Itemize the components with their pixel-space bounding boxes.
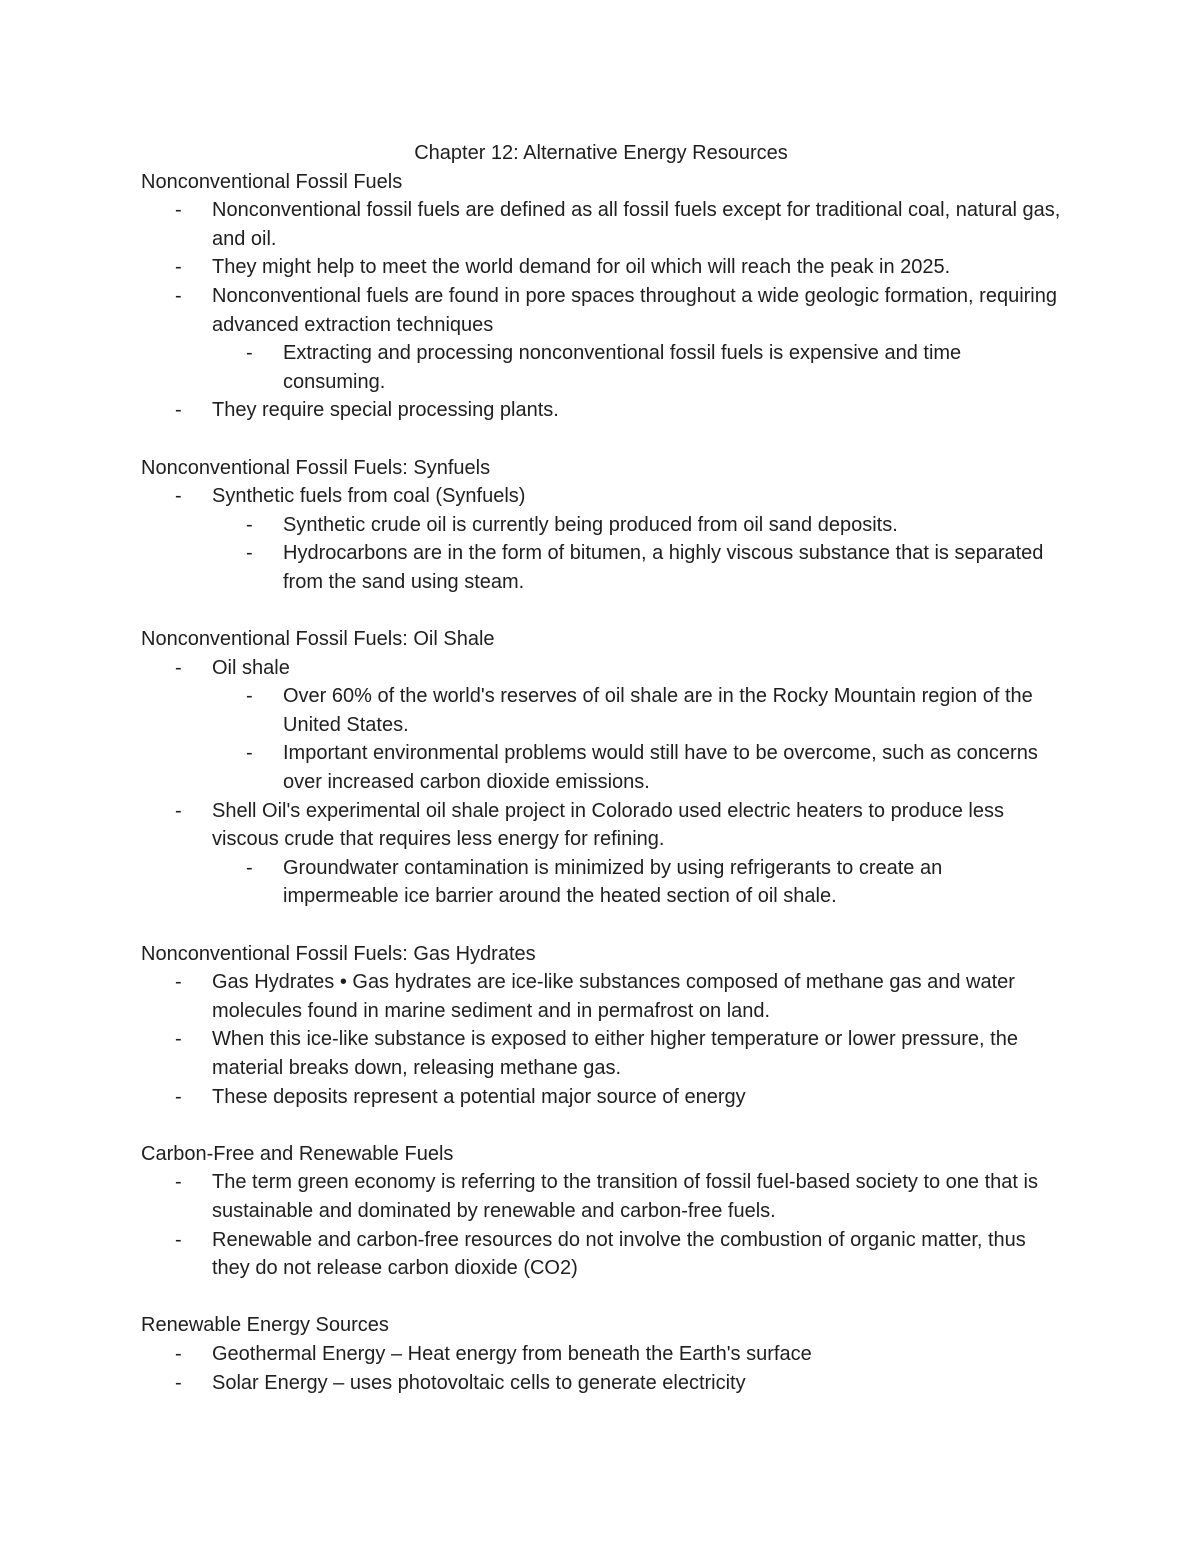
dash-bullet-icon: - [175,1171,182,1194]
section [141,625,1061,911]
sub-bullet-list [212,339,1061,396]
bullet-list [141,196,1061,425]
section-heading: Nonconventional Fossil Fuels: Synfuels [141,456,491,479]
dash-bullet-icon: - [246,856,253,879]
sub-list-item [212,739,1061,796]
document-page [141,139,1061,1426]
sub-list-item-text: Extracting and processing nonconventional fossil fuels is expensive and time consuming. [283,342,962,393]
sub-bullet-list [212,682,1061,796]
list-item [141,1340,1061,1369]
dash-bullet-icon: - [175,799,182,822]
dash-bullet-icon: - [175,1371,182,1394]
sub-list-item-text: Over 60% of the world's reserves of oil shale are in the Rocky Mountain region of the United States. [283,685,1033,736]
sub-bullet-list [212,511,1061,597]
dash-bullet-icon: - [175,1342,182,1365]
section [141,1140,1061,1283]
list-item [141,1025,1061,1082]
bullet-list [141,654,1061,911]
list-item [141,282,1061,396]
list-item-text: Nonconventional fossil fuels are defined as all fossil fuels except for traditional coal, natural gas, and oil. [212,199,1061,250]
list-item [141,1083,1061,1112]
dash-bullet-icon: - [175,256,182,279]
dash-bullet-icon: - [175,656,182,679]
section-heading: Renewable Energy Sources [141,1314,389,1337]
dash-bullet-icon: - [175,399,182,422]
list-item [141,654,1061,797]
sub-list-item-text: Hydrocarbons are in the form of bitumen, a highly viscous substance that is separated from the sand using steam. [283,542,1044,593]
sub-list-item-text: Important environmental problems would still have to be overcome, such as concerns over increased carbon dioxide emissions. [283,742,1038,794]
list-item [141,1226,1061,1283]
sub-list-item-text: Groundwater contamination is minimized by using refrigerants to create an impermeable ice barrier around the heated section of oil shale. [283,856,943,908]
list-item [141,1168,1061,1225]
section [141,454,1061,597]
dash-bullet-icon: - [246,742,253,765]
dash-bullet-icon: - [175,485,182,508]
list-item-text: The term green economy is referring to the transition of fossil fuel-based society to one that is sustainable and dominated by renewable and carbon-free fuels. [212,1171,1038,1222]
bullet-list [141,968,1061,1111]
dash-bullet-icon: - [175,199,182,222]
list-item [141,196,1061,253]
dash-bullet-icon: - [175,1028,182,1051]
section [141,168,1061,425]
list-item-text: Oil shale [212,656,290,679]
sub-bullet-list [212,854,1061,911]
list-item-text: Shell Oil's experimental oil shale project in Colorado used electric heaters to produce less viscous crude that requires less energy for refining. [212,799,1005,851]
sub-list-item [212,339,1061,396]
sub-list-item [212,854,1061,911]
dash-bullet-icon: - [175,284,182,307]
sub-list-item-text: Synthetic crude oil is currently being produced from oil sand deposits. [283,513,898,536]
list-item-text: Synthetic fuels from coal (Synfuels) [212,485,526,508]
bullet-list [141,1340,1061,1397]
list-item [141,253,1061,282]
dash-bullet-icon: - [246,542,253,565]
list-item [141,482,1061,596]
bullet-list [141,1168,1061,1282]
sub-list-item [212,682,1061,739]
list-item [141,1369,1061,1398]
list-item [141,797,1061,911]
sub-list-item [212,511,1061,540]
sub-list-item [212,539,1061,596]
list-item-text: Geothermal Energy – Heat energy from beneath the Earth's surface [212,1342,812,1365]
list-item-text: They might help to meet the world demand for oil which will reach the peak in 2025. [212,256,951,279]
dash-bullet-icon: - [175,1085,182,1108]
list-item-text: Gas Hydrates • Gas hydrates are ice-like substances composed of methane gas and water molecules found in marine sediment and in permafrost on land. [212,971,1015,1022]
page-title: Chapter 12: Alternative Energy Resources [414,142,788,164]
list-item [141,396,1061,425]
dash-bullet-icon: - [246,513,253,536]
list-item-text: Solar Energy – uses photovoltaic cells to generate electricity [212,1371,746,1394]
list-item-text: Nonconventional fuels are found in pore spaces throughout a wide geologic formation, requiring advanced extraction techniques [212,284,1057,336]
section-heading: Nonconventional Fossil Fuels: Gas Hydrates [141,942,536,965]
dash-bullet-icon: - [175,1228,182,1251]
section-heading: Nonconventional Fossil Fuels [141,170,403,193]
section-heading: Carbon-Free and Renewable Fuels [141,1142,454,1165]
bullet-list [141,482,1061,596]
dash-bullet-icon: - [246,342,253,365]
section [141,1311,1061,1397]
list-item [141,968,1061,1025]
dash-bullet-icon: - [246,685,253,708]
section [141,940,1061,1112]
list-item-text: These deposits represent a potential major source of energy [212,1085,746,1108]
document-body [141,168,1061,1398]
list-item-text: When this ice-like substance is exposed to either higher temperature or lower pressure, the material breaks down, releasing methane gas. [212,1028,1018,1079]
list-item-text: They require special processing plants. [212,399,559,422]
list-item-text: Renewable and carbon-free resources do not involve the combustion of organic matter, thus they do not release carbon dioxide (CO2) [212,1228,1026,1280]
section-heading: Nonconventional Fossil Fuels: Oil Shale [141,628,495,651]
dash-bullet-icon: - [175,971,182,994]
